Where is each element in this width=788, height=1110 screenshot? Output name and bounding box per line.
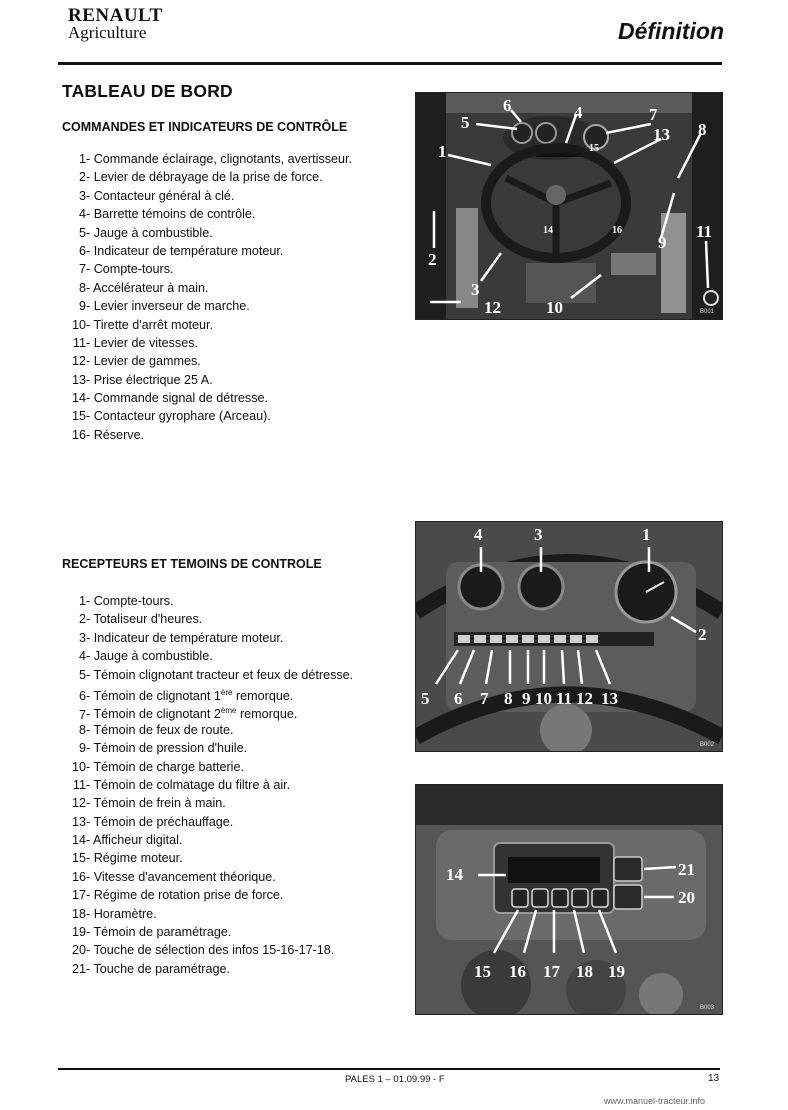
list-item-text: Témoin de clignotant 2: [93, 707, 221, 722]
list-item: 4- Jauge à combustible.: [58, 647, 353, 665]
section-title: TABLEAU DE BORD: [62, 81, 233, 101]
list-item-number: 16: [71, 427, 86, 442]
list-item: 14- Afficheur digital.: [58, 831, 353, 849]
photo1-callout-5: 5: [461, 113, 470, 132]
list-item-text: Prise électrique 25 A.: [93, 372, 213, 387]
list-item-number: 2: [78, 612, 86, 627]
list-item-text: Témoin clignotant tracteur et feux de détresse.: [93, 667, 354, 682]
list-item-text: Contacteur gyrophare (Arceau).: [93, 409, 271, 424]
photo2-code: B002: [700, 742, 715, 748]
list-item-number: 15: [71, 851, 86, 866]
list-item: 9- Levier inverseur de marche.: [58, 297, 352, 315]
photo1-callout-6: 6: [503, 96, 512, 115]
list-item-number: 10: [71, 317, 86, 332]
photo2-callout-9: 9: [522, 689, 531, 708]
list-item-text: Levier de gammes.: [93, 354, 201, 369]
list-item: 16- Vitesse d'avancement théorique.: [58, 868, 353, 886]
page-header-title: Définition: [617, 18, 724, 44]
photo2-callout-13: 13: [601, 689, 618, 708]
list-item-text: Témoin de colmatage du filtre à air.: [93, 777, 291, 792]
list-item-number: 7: [78, 262, 86, 277]
list-item-number: 11: [72, 335, 86, 350]
list-item-text: Témoin de charge batterie.: [93, 759, 244, 774]
digital-display-photo: [415, 784, 723, 1015]
list-item-text: Régime moteur.: [93, 851, 183, 866]
list-item-number: 5: [78, 667, 86, 682]
dashboard-overview-image: [416, 93, 722, 319]
list-item: 8- Accélérateur à main.: [58, 279, 352, 297]
photo1-callout-15: 15: [589, 143, 599, 154]
list-item: 1- Compte-tours.: [58, 592, 353, 610]
list-item-number: 7: [78, 707, 86, 722]
list-item: 4- Barrette témoins de contrôle.: [58, 205, 352, 223]
list-item: 18- Horamètre.: [58, 905, 353, 923]
list-item: 2- Levier de débrayage de la prise de force.: [58, 168, 352, 186]
list-item-text: Compte-tours.: [93, 262, 174, 277]
instrument-cluster-photo: [415, 521, 723, 752]
list-item-text-suffix: remorque.: [236, 707, 298, 722]
photo1-callout-14: 14: [543, 225, 553, 236]
list-item: 7- Témoin de clignotant 2ème remorque.: [58, 702, 353, 720]
list-item-text: Témoin de paramétrage.: [93, 925, 232, 940]
photo2-callout-6: 6: [454, 689, 463, 708]
list-item: 16- Réserve.: [58, 426, 352, 444]
list-item-number: 17: [71, 888, 86, 903]
list-item-number: 16: [71, 869, 86, 884]
list-item: 10- Tirette d'arrêt moteur.: [58, 316, 352, 334]
list-item: 11- Témoin de colmatage du filtre à air.: [58, 776, 353, 794]
list-item: 2- Totaliseur d'heures.: [58, 610, 353, 628]
list-item-number: 12: [71, 796, 86, 811]
list-item-text: Témoin de feux de route.: [93, 722, 234, 737]
list-item-number: 14: [71, 391, 86, 406]
dashboard-overview-photo: [415, 92, 723, 320]
list-item-number: 13: [71, 372, 86, 387]
list-item: 12- Témoin de frein à main.: [58, 794, 353, 812]
list-item-text: Touche de paramétrage.: [93, 961, 230, 976]
photo2-callout-10: 10: [535, 689, 552, 708]
photo3-callout-14: 14: [446, 865, 463, 884]
list-item-text: Compte-tours.: [93, 594, 174, 608]
photo1-code: B001: [700, 309, 715, 315]
list-item: 19- Témoin de paramétrage.: [58, 923, 353, 941]
list-item-number: 3: [78, 630, 86, 645]
list-item: 11- Levier de vitesses.: [58, 334, 352, 352]
list-item-number: 4: [78, 649, 86, 664]
photo3-callout-15: 15: [474, 962, 491, 981]
list-item-number: 15: [71, 409, 86, 424]
list-item-number: 12: [71, 354, 86, 369]
list-item-number: 3: [78, 188, 86, 203]
list-item: 1- Commande éclairage, clignotants, avertisseur.: [58, 150, 352, 168]
list-item: 3- Contacteur général à clé.: [58, 187, 352, 205]
list-item-number: 1: [78, 594, 86, 608]
photo2-callout-2: 2: [698, 625, 707, 644]
list-item-number: 13: [71, 814, 86, 829]
footer-website: www.manuel-tracteur.info: [604, 1096, 706, 1106]
list-item-number: 9: [78, 741, 86, 756]
list-item: 13- Témoin de préchauffage.: [58, 813, 353, 831]
header-divider: [58, 62, 722, 65]
photo1-callout-11: 11: [696, 222, 713, 241]
photo3-callout-21: 21: [678, 860, 695, 879]
photo2-callout-4: 4: [474, 525, 483, 544]
list-item-number: 11: [72, 777, 86, 792]
list-item-text: Jauge à combustible.: [93, 225, 213, 240]
photo2-callout-11: 11: [556, 689, 573, 708]
photo1-callout-2: 2: [428, 250, 437, 269]
commands-list: [58, 150, 352, 444]
footer-divider: [58, 1068, 720, 1070]
footer-reference: PALES 1 – 01.09.99 - F: [345, 1074, 445, 1085]
photo2-callout-12: 12: [576, 689, 593, 708]
list-item-text: Totaliseur d'heures.: [93, 612, 203, 627]
instrument-cluster-image: [416, 522, 722, 751]
photo1-callout-13: 13: [653, 125, 670, 144]
list-item-number: 19: [71, 925, 86, 940]
list-item-text: Levier inverseur de marche.: [93, 299, 250, 314]
list-item-number: 21: [71, 961, 86, 976]
list-item-text: Témoin de préchauffage.: [93, 814, 234, 829]
list-item: 6- Témoin de clignotant 1ère remorque.: [58, 684, 353, 702]
list-item-number: 4: [78, 207, 86, 222]
list-item-text: Commande éclairage, clignotants, avertisseur.: [93, 152, 353, 166]
photo3-callout-20: 20: [678, 888, 695, 907]
receivers-list: [58, 592, 353, 978]
list-item-text: Commande signal de détresse.: [93, 391, 269, 406]
list-item-text: Jauge à combustible.: [93, 649, 213, 664]
list-item-text: Régime de rotation prise de force.: [93, 888, 284, 903]
section-subtitle-receivers: RECEPTEURS ET TEMOINS DE CONTROLE: [62, 557, 322, 571]
photo1-callout-8: 8: [698, 120, 707, 139]
list-item-number: 2: [78, 170, 86, 185]
list-item-text: Barrette témoins de contrôle.: [93, 207, 256, 222]
ordinal-superscript: ème: [220, 706, 237, 716]
list-item: 6- Indicateur de température moteur.: [58, 242, 352, 260]
list-item: 10- Témoin de charge batterie.: [58, 758, 353, 776]
brand-agriculture: Agriculture: [68, 23, 147, 42]
list-item: 8- Témoin de feux de route.: [58, 721, 353, 739]
list-item-text: Indicateur de température moteur.: [93, 243, 284, 258]
list-item-text: Horamètre.: [93, 906, 157, 921]
list-item-text: Vitesse d'avancement théorique.: [93, 869, 276, 884]
photo3-callout-19: 19: [608, 962, 625, 981]
photo3-callout-17: 17: [543, 962, 560, 981]
list-item: 21- Touche de paramétrage.: [58, 960, 353, 978]
photo3-callout-18: 18: [576, 962, 593, 981]
list-item-number: 6: [78, 243, 86, 258]
page-number: 13: [708, 1073, 720, 1084]
list-item: 14- Commande signal de détresse.: [58, 389, 352, 407]
photo1-callout-4: 4: [574, 103, 583, 122]
photo1-callout-12: 12: [484, 298, 501, 317]
list-item-number: 10: [71, 759, 86, 774]
list-item-text: Afficheur digital.: [93, 833, 183, 848]
list-item: 12- Levier de gammes.: [58, 352, 352, 370]
list-item-text: Témoin de clignotant 1: [93, 689, 221, 704]
list-item: 9- Témoin de pression d'huile.: [58, 739, 353, 757]
list-item-text: Levier de vitesses.: [93, 335, 199, 350]
list-item-number: 20: [71, 943, 86, 958]
list-item-text: Témoin de frein à main.: [93, 796, 226, 811]
brand-renault: RENAULT: [68, 5, 163, 26]
list-item-number: 6: [78, 689, 86, 704]
photo2-callout-7: 7: [480, 689, 489, 708]
list-item: 17- Régime de rotation prise de force.: [58, 886, 353, 904]
photo1-callout-1: 1: [438, 142, 447, 161]
list-item-number: 1: [78, 152, 86, 166]
list-item: 15- Contacteur gyrophare (Arceau).: [58, 407, 352, 425]
list-item-text: Levier de débrayage de la prise de force.: [93, 170, 323, 185]
list-item-text: Indicateur de température moteur.: [93, 630, 284, 645]
photo1-callout-3: 3: [471, 280, 480, 299]
list-item: 7- Compte-tours.: [58, 260, 352, 278]
list-item-number: 5: [78, 225, 86, 240]
photo2-callout-1: 1: [642, 525, 651, 544]
list-item: 5- Témoin clignotant tracteur et feux de détresse.: [58, 666, 353, 684]
photo2-callout-3: 3: [534, 525, 543, 544]
photo1-callout-7: 7: [649, 105, 658, 124]
digital-display-image: [416, 785, 722, 1014]
list-item-text: Accélérateur à main.: [93, 280, 209, 295]
list-item-text: Touche de sélection des infos 15-16-17-18.: [93, 943, 335, 958]
list-item-number: 18: [71, 906, 86, 921]
list-item-number: 8: [78, 722, 86, 737]
list-item-text: Réserve.: [93, 427, 145, 442]
photo1-callout-10: 10: [546, 298, 563, 317]
photo2-callout-8: 8: [504, 689, 513, 708]
photo1-callout-16: 16: [612, 225, 622, 236]
list-item: 13- Prise électrique 25 A.: [58, 371, 352, 389]
list-item-text-suffix: remorque.: [232, 689, 294, 704]
photo2-callout-5: 5: [421, 689, 430, 708]
photo1-callout-9: 9: [658, 233, 667, 252]
list-item-text: Contacteur général à clé.: [93, 188, 235, 203]
list-item: 3- Indicateur de température moteur.: [58, 629, 353, 647]
photo3-callout-16: 16: [509, 962, 526, 981]
list-item-number: 8: [78, 280, 86, 295]
list-item: 20- Touche de sélection des infos 15-16-17-18.: [58, 941, 353, 959]
list-item-number: 14: [71, 833, 86, 848]
list-item-text: Témoin de pression d'huile.: [93, 741, 248, 756]
list-item: 5- Jauge à combustible.: [58, 224, 352, 242]
ordinal-superscript: ère: [220, 687, 233, 697]
section-subtitle-commands: COMMANDES ET INDICATEURS DE CONTRÔLE: [62, 120, 348, 134]
list-item-text: Tirette d'arrêt moteur.: [93, 317, 213, 332]
list-item: 15- Régime moteur.: [58, 849, 353, 867]
list-item-number: 9: [78, 299, 86, 314]
photo3-code: B003: [700, 1005, 715, 1011]
